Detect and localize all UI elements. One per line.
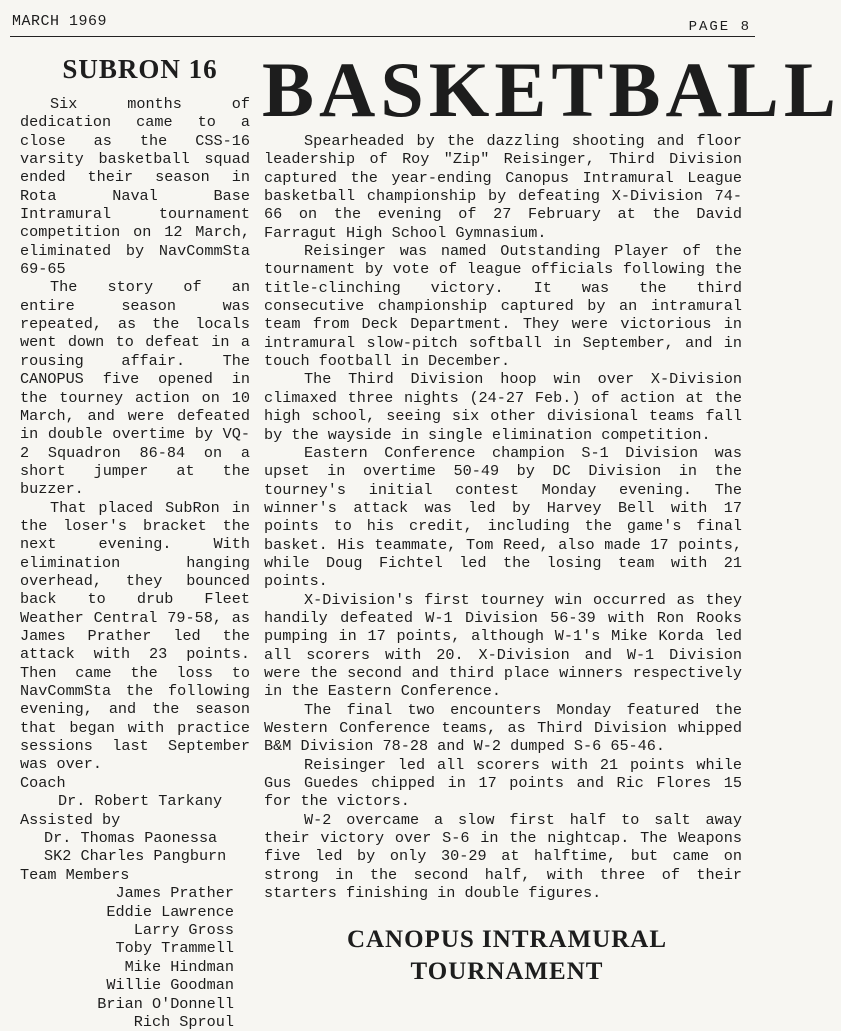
team-member: Rich Sproul bbox=[133, 1013, 234, 1031]
article-paragraph: Six months of dedication came to a close as the CSS-16 varsity basketball squad ended their season in Rota Naval Base Intramural tournament competition on 12 March, eliminated by NavCommSta 69-65 bbox=[20, 95, 250, 279]
team-member: Brian O'Donnell bbox=[97, 994, 234, 1013]
subron-headline: SUBRON 16 bbox=[62, 54, 218, 84]
assistant-name: SK2 Charles Pangburn bbox=[44, 847, 227, 866]
members-label: Team Members bbox=[20, 865, 130, 884]
article-paragraph: Spearheaded by the dazzling shooting and floor leadership of Roy "Zip" Reisinger, Third Division captured the year-ending Canopus Intramural League basketball championship by defeating X-Division 74-66 on the evening of 27 February at the David Farragut High School Gymnasium. bbox=[264, 132, 742, 242]
assisted-label: Assisted by bbox=[20, 810, 121, 829]
article-paragraph: Reisinger was named Outstanding Player of the tournament by vote of league officials following the title-clinching victory. It was the third consecutive championship captured by an intramural team from Deck Department. They were victorious in intramural slow-pitch softball in September, and in touch football in December. bbox=[264, 242, 742, 371]
article-paragraph: Eastern Conference champion S-1 Division was upset in overtime 50-49 by DC Division in the tourney's initial contest Monday evening. The winner's attack was led by Harvey Bell with 17 points to his credit, including the game's final basket. His teammate, Tom Reed, also made 17 points, while Doug Fichtel led the losing team with 21 points. bbox=[264, 443, 742, 591]
team-member: Eddie Lawrence bbox=[106, 902, 234, 921]
page-header bbox=[10, 10, 755, 37]
coach-label: Coach bbox=[20, 773, 66, 792]
basketball-article bbox=[264, 132, 742, 902]
article-paragraph: Reisinger led all scorers with 21 points while Gus Guedes chipped in 17 points and Ric Flores 15 for the victors. bbox=[264, 755, 742, 811]
team-credits bbox=[20, 774, 250, 1031]
team-member: Larry Gross bbox=[133, 920, 234, 939]
tournament-headline-line2: TOURNAMENT bbox=[410, 958, 604, 985]
subron-article bbox=[20, 95, 250, 1031]
issue-date: MARCH 1969 bbox=[12, 13, 108, 30]
team-member: Mike Hindman bbox=[124, 957, 234, 976]
header-rule bbox=[10, 36, 755, 37]
tournament-headline-line1: CANOPUS INTRAMURAL bbox=[346, 926, 668, 953]
article-paragraph: The Third Division hoop win over X-Division climaxed three nights (24-27 Feb.) of action at the high school, seeing six other divisional teams fall by the wayside in single elimination competition. bbox=[264, 370, 742, 444]
page-number: PAGE 8 bbox=[688, 19, 751, 35]
basketball-headline: BASKETBALL bbox=[262, 46, 841, 133]
team-member: James Prather bbox=[115, 884, 234, 903]
team-member: Willie Goodman bbox=[106, 976, 234, 995]
team-member: Toby Trammell bbox=[115, 939, 234, 958]
article-paragraph: The final two encounters Monday featured the Western Conference teams, as Third Division whipped B&M Division 78-28 and W-2 dumped S-6 65-46. bbox=[264, 700, 742, 756]
article-paragraph: That placed SubRon in the loser's bracket the next evening. With elimination hanging overhead, they bounced back to drub Fleet Weather Central 79-58, as James Prather led the attack with 23 points. Then came the loss to NavCommSta the following evening, and the season that began with practice sessions last September was over. bbox=[20, 498, 250, 774]
assistant-name: Dr. Thomas Paonessa bbox=[44, 828, 218, 847]
coach-name: Dr. Robert Tarkany bbox=[58, 792, 223, 811]
tournament-headline bbox=[262, 924, 752, 988]
article-paragraph: X-Division's first tourney win occurred as they handily defeated W-1 Division 56-39 with Ron Rooks pumping in 17 points, although W-1's Mike Korda led all scorers with 20. X-Division and W-1 Division were the second and third place winners respectively in the Eastern Conference. bbox=[264, 590, 742, 701]
article-paragraph: The story of an entire season was repeated, as the locals went down to defeat in a rousing affair. The CANOPUS five opened in the tourney action on 10 March, and were defeated in double overtime by VQ-2 Squadron 86-84 on a short jumper at the buzzer. bbox=[20, 278, 250, 499]
article-paragraph: W-2 overcame a slow first half to salt away their victory over S-6 in the nightcap. The Weapons five led by only 30-29 at halftime, but came on strong in the second half, with three of their starters finishing in double figures. bbox=[264, 810, 742, 903]
